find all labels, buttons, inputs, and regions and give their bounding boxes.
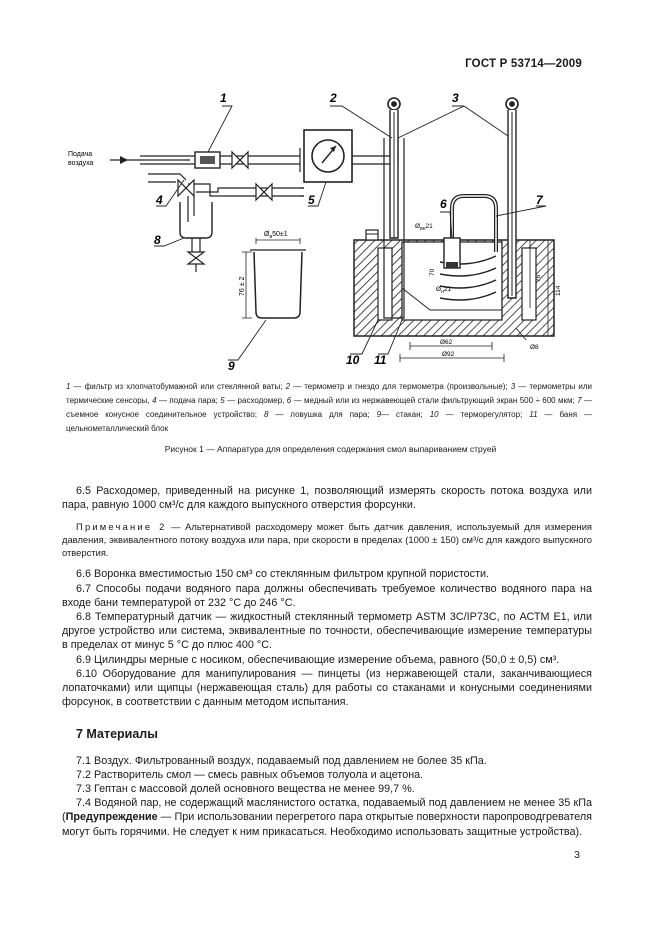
para-6-5: 6.5 Расходомер, приведенный на рисунке 1, позволяющий измерять скорость потока воздуха или пара, равную 1000 см³/с для каждого выпускного отверстия форсунки.: [62, 485, 592, 512]
figure-caption: Рисунок 1 — Аппаратура для определения содержания смол выпариванием струей: [164, 444, 497, 454]
callout-3: 3: [452, 91, 459, 105]
body-text: [62, 484, 592, 839]
air-supply-label: [68, 151, 94, 167]
callout-8: 8: [154, 233, 161, 247]
air-valve: [232, 152, 248, 168]
callout-11: 11: [374, 353, 387, 367]
thermometer-3: [506, 98, 518, 298]
para-6-6: 6.6 Воронка вместимостью 150 см³ со стеклянным фильтром крупной пористости.: [76, 568, 490, 581]
thermoregulator: [366, 230, 378, 240]
callout-6: 6: [440, 197, 447, 211]
svg-text:воздуха: воздуха: [68, 160, 94, 167]
document-code: ГОСТ Р 53714—2009: [465, 58, 582, 70]
dim-8: Ø8: [530, 344, 539, 351]
dim-beaker-height: 76 ± 2: [239, 276, 246, 296]
para-7-4: 7.4 Водяной пар, не содержащий маслянистого остатка, подаваемый под давлением не менее 35 кПа (Предупреждение — При использовании перегретого пара открытые поверхности паропроводгревателя могут быть горячими. Не следует к ним прикасаться. Необходимо использовать защитные устройства).: [62, 797, 592, 838]
para-6-9: 6.9 Цилиндры мерные с носиком, обеспечивающие измерение объема, равного (50,0 ± 0,5) см³.: [76, 653, 560, 666]
para-6-7: 6.7 Способы подачи водяного пара должны обеспечивать требуемое количество водяного пара на входе бани температурой от 232 °С до 246 °С.: [62, 582, 592, 609]
steam-valve: [178, 180, 194, 196]
svg-text:Подача: Подача: [68, 151, 93, 158]
para-7-2: 7.2 Растворитель смол — смесь равных объемов толуола и ацетона.: [76, 768, 424, 781]
callout-5: 5: [308, 193, 315, 207]
dim-lower-diameter: $Ø_н21$: [436, 286, 452, 295]
para-7-1: 7.1 Воздух. Фильтрованный воздух, подаваемый под давлением не более 35 кПа.: [76, 754, 487, 767]
figure-legend: 1 — фильтр из хлопчатобумажной или стеклянной ваты; 2 — термометр и гнездо для термометра (произвольные); 3 — термометры или термические сенсоры, 4 — подача пара; 5 — расходомер, 6 — медный или из нержавеющей стали фильтрующий экран 500 ÷ 600 мкм; 7 — съемное конусное соединительное устройство; 8 — ловушка для пара; 9— стакан; 10 — терморегулятор; 11 — баня — цельнометаллический блок: [66, 382, 593, 433]
dim-62: Ø62: [440, 339, 453, 346]
dim-adapter-diameter: $Ø_{вн}21$: [415, 223, 433, 232]
para-7-3: 7.3 Гептан с массовой долей основного вещества не менее 99,7 %.: [76, 783, 415, 796]
dim-92: Ø92: [442, 351, 455, 358]
dim-inner-height: 70: [429, 268, 436, 276]
air-pipe: [140, 138, 398, 172]
callout-1: 1: [220, 91, 227, 105]
beaker: [254, 252, 302, 318]
steam-pipe: [148, 174, 304, 196]
para-6-8: 6.8 Температурный датчик — жидкостный стеклянный термометр ASTM 3С/IP73С, по АСТМ Е1, или другое устройство или система, эквивалентные по точности, обеспечивающие измерение температуры в пределах от минус 5 °С до плюс 400 °С.: [62, 611, 592, 652]
dim-total-height: 114: [555, 285, 562, 296]
dim-bath-height: 76: [535, 274, 542, 282]
section-7-heading: 7 Материалы: [76, 727, 158, 742]
note-2: Примечание 2 — Альтернативой расходомеру может быть датчик давления, используемый для измерения давления, эквивалентного потоку воздуха или пара, при скорости в пределах (1000 ± 150) см³/с для каждого выпускного отверстия.: [62, 521, 593, 559]
air-arrow-head: [120, 156, 128, 164]
para-6-10: 6.10 Оборудование для манипулирования — пинцеты (из нержавеющей стали, заканчивающиеся лопаточками) или щипцы (нержавеющая сталь) для работы со стаканами и конусными соединениями форсунок, в соответствии с данным методом испытания.: [62, 667, 592, 709]
callout-4: 4: [156, 193, 163, 207]
callout-9: 9: [228, 359, 235, 373]
callout-7: 7: [536, 193, 543, 207]
callout-10: 10: [346, 353, 360, 367]
callout-2: 2: [330, 91, 337, 105]
page-number: 3: [574, 849, 580, 861]
dim-beaker-diameter: $Ø_в50\pm 1$: [264, 231, 288, 240]
apparatus-figure: [60, 88, 600, 378]
steam-trap: [180, 202, 212, 238]
